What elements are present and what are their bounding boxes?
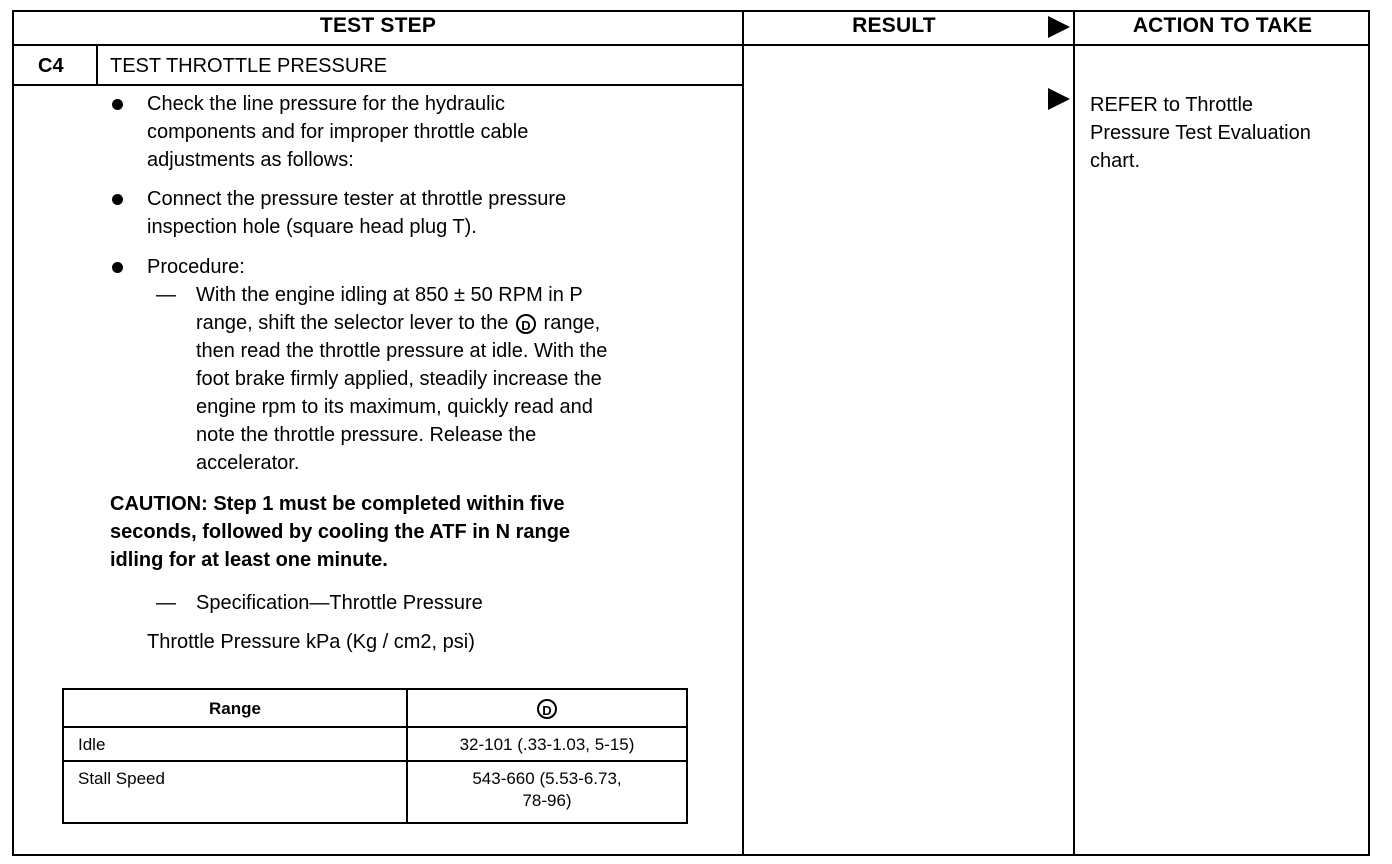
table-row-idle-range: Idle bbox=[78, 735, 106, 754]
bullet-icon bbox=[112, 262, 123, 273]
units-text: Throttle Pressure kPa (Kg / cm2, psi) bbox=[147, 631, 475, 653]
range-d-icon: D bbox=[537, 699, 557, 719]
dash-icon: — bbox=[156, 284, 176, 306]
procedure-text: With the engine idling at 850 ± 50 RPM in P range, shift the selector lever to the D range, then read the throttle pressure at idle. With the foot brake firmly applied, steadily increase the engine rpm to its maximum, quickly read and note the throttle pressure. Release the accelerator. bbox=[196, 284, 608, 474]
header-test-step: TEST STEP bbox=[319, 14, 437, 37]
bullet-icon bbox=[112, 194, 123, 205]
action-arrow-icon bbox=[1048, 88, 1070, 110]
header-action-to-take: ACTION TO TAKE bbox=[1132, 14, 1313, 37]
specification-text: Specification—Throttle Pressure bbox=[196, 592, 483, 614]
caution-text: CAUTION: Step 1 must be completed within five seconds, followed by cooling the ATF in N range idling for at least one minute. bbox=[110, 493, 571, 571]
header-result: RESULT bbox=[852, 14, 936, 37]
step-code: C4 bbox=[38, 55, 64, 77]
range-d-icon: D bbox=[516, 314, 536, 334]
column-divider-result bbox=[742, 10, 744, 856]
pressure-spec-table bbox=[62, 688, 688, 824]
bullet-text: Procedure: bbox=[147, 256, 245, 278]
bullet-text: Connect the pressure tester at throttle pressure inspection hole (square head plug T). bbox=[147, 188, 567, 238]
dash-icon: — bbox=[156, 592, 176, 614]
action-text: REFER to Throttle Pressure Test Evaluation chart. bbox=[1090, 94, 1311, 172]
table-header-d-range bbox=[408, 697, 686, 719]
header-divider bbox=[12, 44, 1370, 46]
header-arrow-icon bbox=[1048, 16, 1070, 38]
step-title-divider bbox=[12, 84, 744, 86]
table-row-stall-value: 543-660 (5.53-6.73, 78-96) bbox=[472, 769, 622, 810]
bullet-text: Check the line pressure for the hydraulic components and for improper throttle cable adjustments as follows: bbox=[147, 93, 529, 171]
table-row-stall-range: Stall Speed bbox=[78, 769, 165, 788]
bullet-icon bbox=[112, 99, 123, 110]
table-row-idle-value: 32-101 (.33-1.03, 5-15) bbox=[459, 735, 635, 754]
column-divider-action bbox=[1073, 10, 1075, 856]
table-header-range: Range bbox=[209, 699, 261, 718]
step-code-divider bbox=[96, 46, 98, 86]
step-title: TEST THROTTLE PRESSURE bbox=[110, 55, 388, 77]
